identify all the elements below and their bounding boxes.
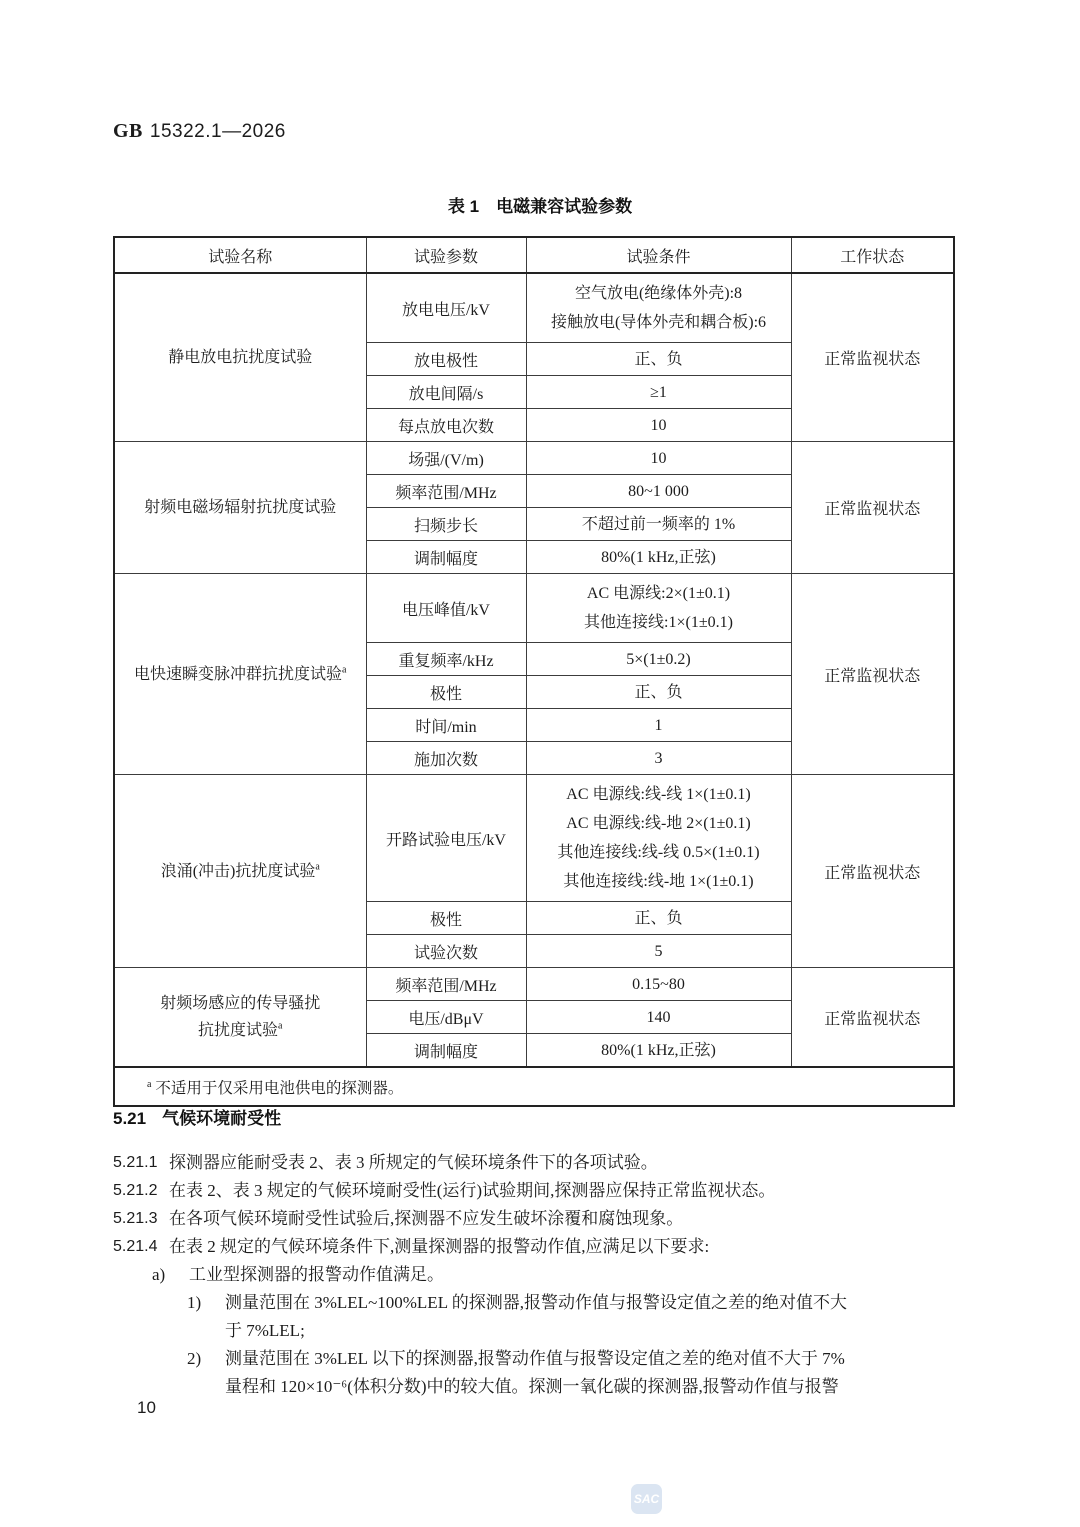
- test-name-cell: [114, 775, 366, 968]
- clause-number: 5.21.2: [113, 1182, 158, 1199]
- list-item-a: [113, 1261, 958, 1289]
- condition-line: 10: [650, 416, 667, 434]
- param-cell: 施加次数: [366, 742, 526, 775]
- table-row: [114, 273, 954, 343]
- param-cell: 时间/min: [366, 709, 526, 742]
- condition-cell: [526, 676, 791, 709]
- condition-cell: [526, 343, 791, 376]
- param-cell: 调制幅度: [366, 541, 526, 574]
- page-number: 10: [137, 1398, 156, 1417]
- test-name-line: 浪涌(冲击)抗扰度试验$^a$: [160, 861, 320, 880]
- clause-5-21-3: [113, 1205, 958, 1233]
- condition-line: 正、负: [634, 683, 683, 701]
- condition-line: 其他连接线:线-线 0.5×(1±0.1): [557, 844, 760, 861]
- param-cell: 场强/(V/m): [366, 442, 526, 475]
- param-cell: 频率范围/MHz: [366, 968, 526, 1001]
- condition-cell: [526, 902, 791, 935]
- condition-cell: [526, 775, 791, 902]
- condition-cell: [526, 442, 791, 475]
- condition-cell: [526, 409, 791, 442]
- param-cell: 每点放电次数: [366, 409, 526, 442]
- list-item-text-continued: 量程和 120×10⁻⁶(体积分数)中的较大值。探测一氧化碳的探测器,报警动作值与报警: [225, 1377, 839, 1396]
- col-header-test-param: 试验参数: [366, 237, 526, 273]
- param-cell: 电压峰值/kV: [366, 574, 526, 643]
- test-name-cell: [114, 273, 366, 442]
- condition-cell: [526, 1001, 791, 1034]
- col-header-working-state: 工作状态: [791, 237, 954, 273]
- param-cell: 扫频步长: [366, 508, 526, 541]
- list-item-label: 1): [187, 1293, 202, 1312]
- table-title: 表 1 电磁兼容试验参数: [447, 197, 633, 216]
- condition-line: AC 电源线:2×(1±0.1): [586, 585, 731, 602]
- clause-text: 在表 2 规定的气候环境条件下,测量探测器的报警动作值,应满足以下要求:: [169, 1237, 710, 1256]
- test-name-line: 静电放电抗扰度试验: [168, 349, 313, 366]
- clause-text: 探测器应能耐受表 2、表 3 所规定的气候环境条件下的各项试验。: [169, 1153, 658, 1172]
- condition-line: 0.15~80: [632, 975, 685, 993]
- param-cell: 试验次数: [366, 935, 526, 968]
- clause-number: 5.21.3: [113, 1210, 158, 1227]
- condition-line: 正、负: [634, 350, 683, 368]
- list-item-2: [113, 1345, 958, 1401]
- status-cell: 正常监视状态: [791, 775, 954, 968]
- test-name-cell: [114, 442, 366, 574]
- table-row: [114, 574, 954, 643]
- list-item-label: 2): [187, 1349, 202, 1368]
- condition-line: 5×(1±0.2): [626, 650, 691, 668]
- test-name-line: 电快速瞬变脉冲群抗扰度试验$^a$: [134, 664, 347, 683]
- clause-text: 在表 2、表 3 规定的气候环境耐受性(运行)试验期间,探测器应保持正常监视状态。: [169, 1181, 776, 1200]
- emc-parameters-table: [113, 236, 955, 1107]
- list-item-1: [113, 1289, 958, 1345]
- table-row: [114, 968, 954, 1001]
- condition-line: 3: [654, 749, 663, 767]
- section-heading: [113, 1104, 958, 1129]
- param-cell: 开路试验电压/kV: [366, 775, 526, 902]
- condition-cell: [526, 709, 791, 742]
- sac-logo-text: SAC: [633, 1492, 660, 1506]
- condition-line: AC 电源线:线-线 1×(1±0.1): [566, 786, 751, 803]
- condition-cell: [526, 376, 791, 409]
- status-cell: 正常监视状态: [791, 442, 954, 574]
- condition-line: 10: [650, 449, 667, 467]
- status-cell: 正常监视状态: [791, 968, 954, 1068]
- condition-line: 正、负: [634, 909, 683, 927]
- table-row: [114, 442, 954, 475]
- param-cell: 放电电压/kV: [366, 273, 526, 343]
- section-5-21: [113, 1104, 958, 1401]
- clause-text: 在各项气候环境耐受性试验后,探测器不应发生破坏涂覆和腐蚀现象。: [169, 1209, 684, 1228]
- table-footnote-cell: [114, 1067, 954, 1106]
- test-name-line: 抗扰度试验$^a$: [198, 1020, 283, 1039]
- test-name-cell: [114, 968, 366, 1068]
- condition-line: 80%(1 kHz,正弦): [601, 548, 716, 566]
- standard-number-text: 15322.1—2026: [149, 121, 286, 142]
- condition-line: AC 电源线:线-地 2×(1±0.1): [566, 815, 751, 832]
- list-item-text: 工业型探测器的报警动作值满足。: [189, 1265, 444, 1284]
- condition-line: 80%(1 kHz,正弦): [601, 1041, 716, 1059]
- condition-cell: [526, 574, 791, 643]
- list-item-text: 测量范围在 3%LEL~100%LEL 的探测器,报警动作值与报警设定值之差的绝对值不大: [225, 1293, 847, 1312]
- condition-line: 80~1 000: [628, 482, 689, 500]
- footnote-ref: a: [342, 664, 347, 676]
- param-cell: 极性: [366, 902, 526, 935]
- clause-number: 5.21.1: [113, 1154, 158, 1171]
- test-name-line: 射频电磁场辐射抗扰度试验: [144, 499, 337, 516]
- param-cell: 调制幅度: [366, 1034, 526, 1068]
- condition-cell: [526, 742, 791, 775]
- section-heading-number: 5.21: [113, 1109, 147, 1128]
- param-cell: 放电间隔/s: [366, 376, 526, 409]
- status-cell: 正常监视状态: [791, 273, 954, 442]
- condition-line: 其他连接线:1×(1±0.1): [584, 614, 733, 631]
- condition-cell: [526, 541, 791, 574]
- condition-line: 不超过前一频率的 1%: [581, 515, 736, 533]
- footnote-text: 不适用于仅采用电池供电的探测器。: [155, 1079, 404, 1097]
- list-item-text-continued: 于 7%LEL;: [225, 1321, 305, 1340]
- condition-line: 其他连接线:线-地 1×(1±0.1): [563, 873, 754, 890]
- condition-cell: [526, 643, 791, 676]
- condition-line: 1: [654, 716, 663, 734]
- status-cell: 正常监视状态: [791, 574, 954, 775]
- condition-cell: [526, 968, 791, 1001]
- condition-line: 接触放电(导体外壳和耦合板):6: [550, 314, 767, 331]
- condition-line: 140: [646, 1008, 671, 1026]
- condition-line: 5: [654, 942, 663, 960]
- table-header-row: [114, 237, 954, 273]
- clause-5-21-2: [113, 1177, 958, 1205]
- standard-number: [113, 120, 286, 143]
- standard-prefix: GB: [113, 120, 143, 142]
- emc-table-body: [114, 273, 954, 1067]
- condition-cell: [526, 935, 791, 968]
- footnote-marker: a: [147, 1078, 152, 1090]
- test-name-cell: [114, 574, 366, 775]
- param-cell: 电压/dBμV: [366, 1001, 526, 1034]
- param-cell: 频率范围/MHz: [366, 475, 526, 508]
- condition-cell: [526, 1034, 791, 1068]
- param-cell: 重复频率/kHz: [366, 643, 526, 676]
- condition-cell: [526, 475, 791, 508]
- sac-logo: [631, 1484, 662, 1514]
- clause-5-21-4: [113, 1233, 958, 1261]
- table-footnote-row: [114, 1067, 954, 1106]
- param-cell: 放电极性: [366, 343, 526, 376]
- condition-cell: [526, 508, 791, 541]
- condition-cell: [526, 273, 791, 343]
- test-name-line: 射频场感应的传导骚扰: [160, 995, 321, 1012]
- col-header-test-condition: 试验条件: [526, 237, 791, 273]
- list-item-text: 测量范围在 3%LEL 以下的探测器,报警动作值与报警设定值之差的绝对值不大于 7%: [225, 1349, 845, 1368]
- list-item-label: a): [152, 1265, 166, 1284]
- table-row: [114, 775, 954, 902]
- footnote-ref: a: [315, 861, 320, 873]
- param-cell: 极性: [366, 676, 526, 709]
- footnote-ref: a: [278, 1020, 283, 1032]
- clause-number: 5.21.4: [113, 1238, 158, 1255]
- section-heading-title: 气候环境耐受性: [162, 1109, 282, 1128]
- condition-line: 空气放电(绝缘体外壳):8: [574, 285, 743, 302]
- clause-5-21-1: [113, 1149, 958, 1177]
- condition-line: ≥1: [650, 383, 667, 401]
- col-header-test-name: 试验名称: [114, 237, 366, 273]
